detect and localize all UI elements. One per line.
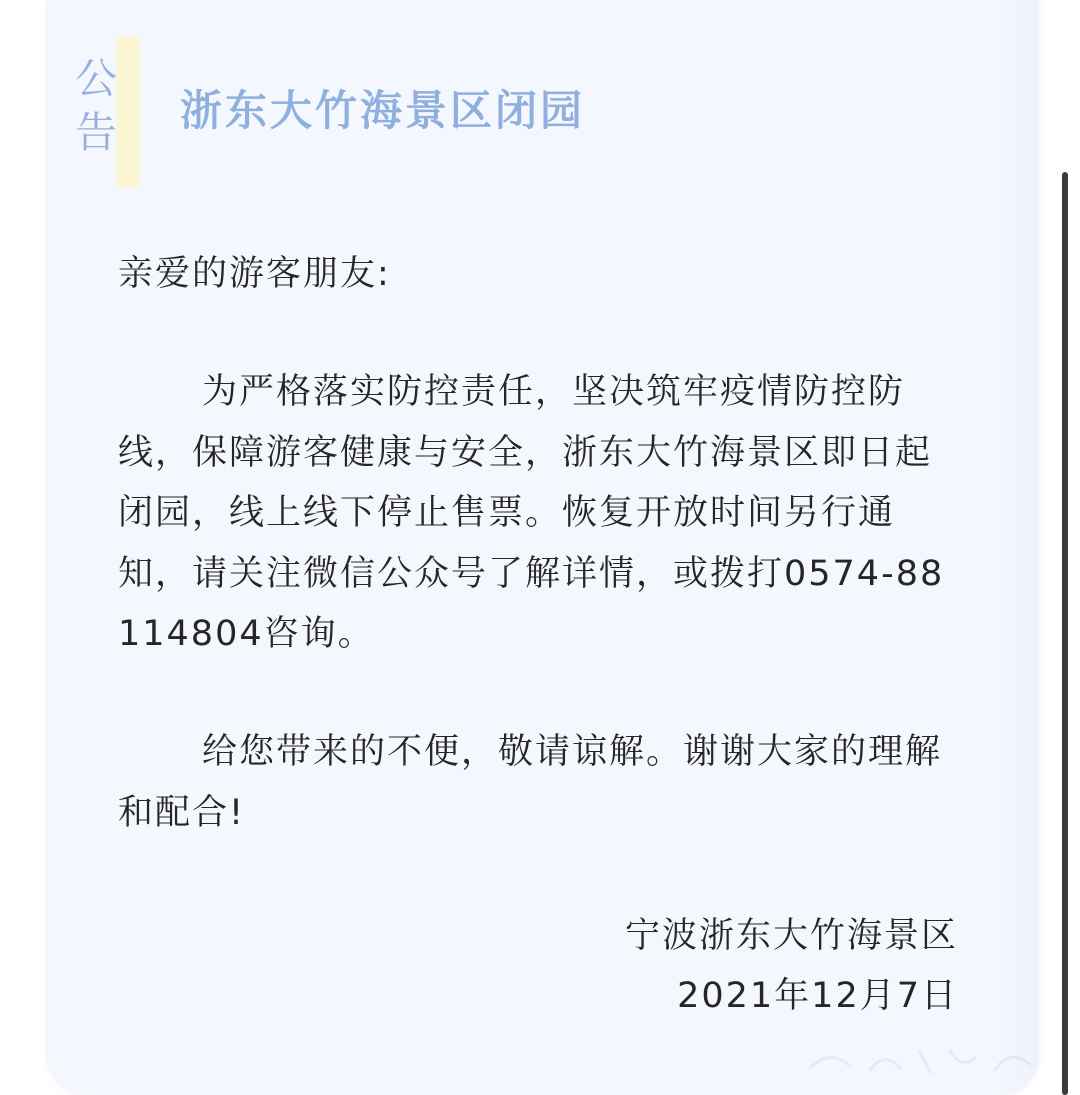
signature-date: 2021年12月7日 (677, 976, 958, 1016)
notice-label: 公告 (74, 54, 117, 157)
notice-title: 浙东大竹海景区闭园 (180, 86, 586, 135)
paragraph-closure-notice: 为严格落实防控责任，坚决筑牢疫情防控防线，保障游客健康与安全，浙东大竹海景区即日起闭园，线上线下停止售票。恢复开放时间另行通知，请关注微信公众号了解详情，或拨打0574-88114804咨询。 (118, 372, 945, 654)
paragraph-apology: 给您带来的不便，敬请谅解。谢谢大家的理解和配合! (118, 732, 943, 833)
signature-organization: 宁波浙东大竹海景区 (624, 916, 958, 956)
scrollbar[interactable] (1062, 172, 1068, 1095)
greeting: 亲爱的游客朋友: (118, 254, 391, 294)
watermark-logo (800, 1040, 1040, 1080)
